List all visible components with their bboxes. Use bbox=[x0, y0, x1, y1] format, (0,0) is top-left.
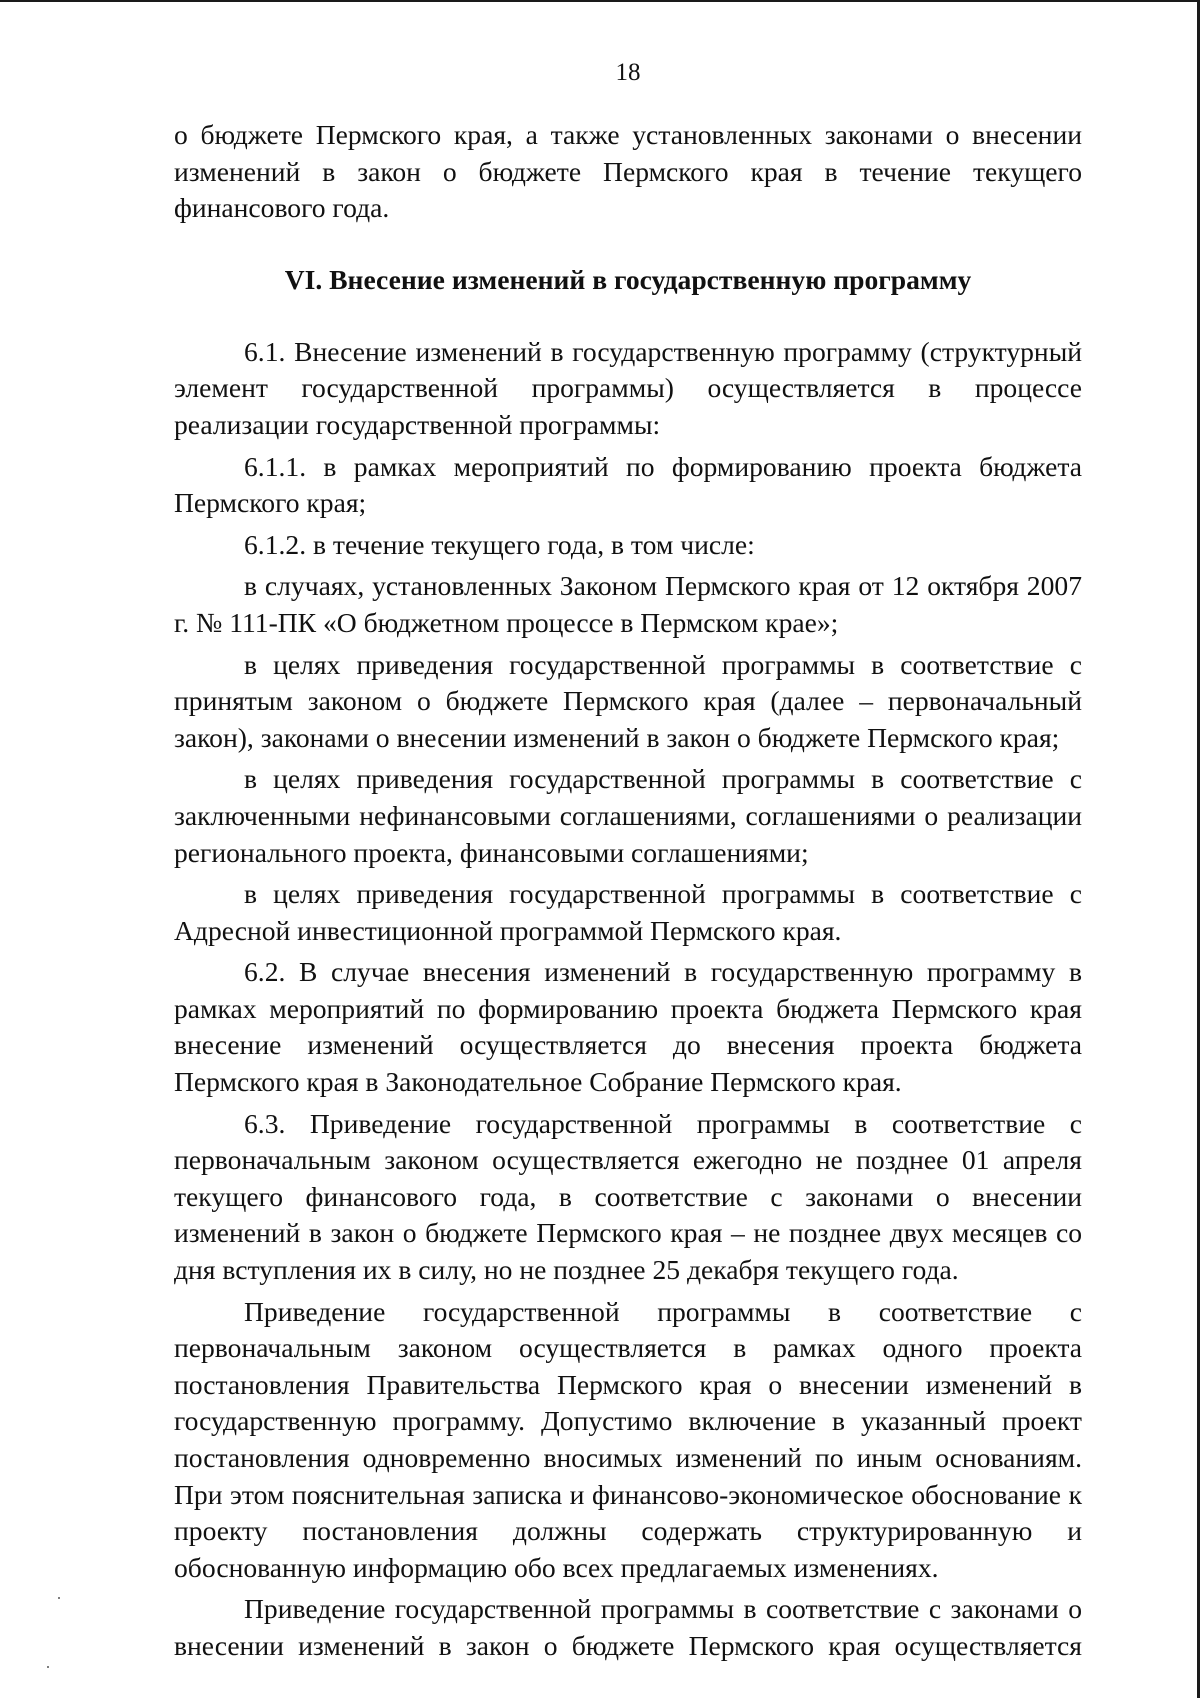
paragraph-6-2: 6.2. В случае внесения изменений в государственную программу в рамках мероприятий по формированию проекта бюджета Пермского края внесение изменений осуществляется до внесения проекта бюджета Пермского края в Законодательное Собрание Пермского края. bbox=[174, 956, 1082, 1098]
scan-edge-top bbox=[0, 0, 1200, 2]
paragraph-investment-program: в целях приведения государственной программы в соответствие с Адресной инвестиционной программой Пермского края. bbox=[174, 878, 1082, 946]
scan-speck bbox=[58, 1597, 60, 1599]
paragraph-6-1: 6.1. Внесение изменений в государственную программу (структурный элемент государственной программы) осуществляется в процессе реализации государственной программы: bbox=[174, 335, 1082, 440]
section-heading: VI. Внесение изменений в государственную программу bbox=[284, 263, 972, 295]
paragraph-6-1-2: 6.1.2. в течение текущего года, в том числе: bbox=[244, 528, 755, 560]
paragraph-single-project: Приведение государственной программы в соответствие с первоначальным законом осуществляется в рамках одного проекта постановления Правительства Пермского края о внесении изменений в государственную программу. Допустимо включение в указанный проект постановления одновременно вносимых изменений по иным основаниям. При этом пояснительная записка и финансово-экономическое обоснование к проекту постановления должны содержать структурированную и обоснованную информацию обо всех предлагаемых изменениях. bbox=[174, 1295, 1082, 1583]
paragraph-6-3: 6.3. Приведение государственной программы в соответствие с первоначальным законом осуществляется ежегодно не позднее 01 апреля текущего финансового года, в соответствие с законами о внесении изменений в закон о бюджете Пермского края – не позднее двух месяцев со дня вступления их в силу, но не позднее 25 декабря текущего года. bbox=[174, 1107, 1082, 1286]
paragraph-initial-law: в целях приведения государственной программы в соответствие с принятым законом о бюджете Пермского края (далее – первоначальный закон), законами о внесении изменений в закон о бюджете Пермского края; bbox=[174, 648, 1082, 753]
page-number: 18 bbox=[615, 59, 641, 86]
paragraph-cases-law: в случаях, установленных Законом Пермского края от 12 октября 2007 г. № 111-ПК «О бюджетном процессе в Пермском крае»; bbox=[174, 570, 1082, 638]
scan-speck bbox=[47, 1666, 49, 1668]
paragraph-6-1-1: 6.1.1. в рамках мероприятий по формированию проекта бюджета Пермского края; bbox=[174, 450, 1082, 519]
document-body bbox=[174, 117, 1082, 1665]
paragraph-amendment-laws: Приведение государственной программы в соответствие с законами о внесении изменений в закон о бюджете Пермского края осуществляется bbox=[174, 1593, 1082, 1661]
paragraph-agreements: в целях приведения государственной программы в соответствие с заключенными нефинансовыми соглашениями, соглашениями о реализации регионального проекта, финансовыми соглашениями; bbox=[174, 763, 1082, 868]
paragraph-continuation: о бюджете Пермского края, а также установленных законами о внесении изменений в закон о бюджете Пермского края в течение текущего финансового года. bbox=[174, 119, 1082, 224]
